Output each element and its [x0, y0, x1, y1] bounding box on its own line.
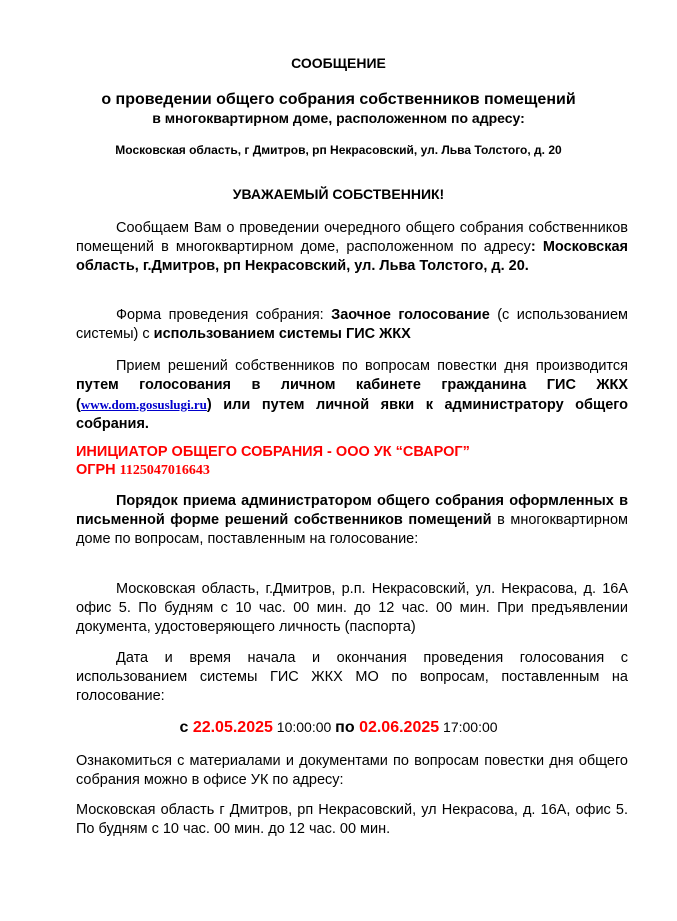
intro-text: Сообщаем Вам о проведении очередного общего собрания собственников помещений в многоквартирном доме, расположенном по адресу — [76, 220, 628, 255]
reception-bold2: ) или путем личной явки к администратору общего собрания. — [76, 397, 628, 432]
initiator-block — [76, 443, 636, 480]
intro-address: : Московская область, г.Дмитров, рп Некрасовский, ул. Льва Толстого, д. 20. — [76, 239, 628, 274]
document-title: СООБЩЕНИЕ — [291, 55, 386, 71]
greeting: УВАЖАЕМЫЙ СОБСТВЕННИК! — [232, 186, 445, 202]
initiator-ogrn — [76, 461, 636, 480]
voting-dates — [0, 717, 677, 738]
materials-address-paragraph — [76, 801, 628, 839]
materials-address: Московская область г Дмитров, рп Некрасовский, ул Некрасова, д. 16А, офис 5. По будням с 10 час. 00 мин. до 12 час. 00 мин. — [76, 802, 628, 837]
materials-text: Ознакомиться с материалами и документами по вопросам повестки дня общего собрания можно в офисе УК по адресу: — [76, 753, 628, 788]
initiator-title: ИНИЦИАТОР ОБЩЕГО СОБРАНИЯ - ООО УК “СВАРОГ” — [76, 444, 470, 460]
office-paragraph — [76, 580, 628, 637]
reception-text: Прием решений собственников по вопросам повестки дня производится — [116, 358, 628, 374]
to-label: по — [335, 719, 360, 736]
document-subtitle-line1: о проведении общего собрания собственников помещений — [101, 91, 576, 108]
start-date: 22.05.2025 — [192, 719, 273, 736]
reception-paragraph — [76, 357, 628, 434]
intro-paragraph — [76, 219, 628, 276]
office-text: Московская область, г.Дмитров, р.п. Некрасовский, ул. Некрасова, д. 16А офис 5. По будням с 10 час. 00 мин. до 12 час. 00 мин. При предъявлении документа, удостоверяющего личность (паспорта) — [76, 581, 628, 635]
from-label: с — [179, 719, 193, 736]
ogrn-number: 1125047016643 — [119, 463, 210, 478]
order-text: в многоквартирном доме по вопросам, поставленным на голосование: — [76, 512, 628, 547]
materials-paragraph — [76, 752, 628, 790]
voting-period-paragraph — [76, 649, 628, 706]
voting-period-text: Дата и время начала и окончания проведения голосования с использованием системы ГИС ЖКХ МО по вопросам, поставленным на голосование: — [76, 650, 628, 704]
building-address: Московская область, г Дмитров, рп Некрасовский, ул. Льва Толстого, д. 20 — [115, 143, 562, 157]
order-paragraph — [76, 492, 628, 549]
document-subtitle-line2: в многоквартирном доме, расположенном по адресу: — [152, 110, 525, 126]
form-value: Заочное голосование — [331, 307, 490, 323]
end-time: 17:00:00 — [439, 719, 498, 735]
form-value2: использованием системы ГИС ЖКХ — [153, 326, 411, 342]
start-time: 10:00:00 — [272, 719, 336, 735]
ogrn-label: ОГРН — [76, 462, 120, 478]
form-paragraph — [76, 306, 628, 344]
form-label: Форма проведения собрания: — [116, 307, 332, 323]
form-middle: (с использованием системы) с — [76, 307, 628, 342]
reception-bold1: путем голосования в личном кабинете гражданина ГИС ЖКХ ( — [76, 377, 628, 413]
gosuslugi-link[interactable]: www.dom.gosuslugi.ru — [80, 397, 207, 412]
order-bold: Порядок приема администратором общего собрания оформленных в письменной форме решений собственников помещений — [76, 493, 628, 528]
end-date: 02.06.2025 — [359, 719, 440, 736]
